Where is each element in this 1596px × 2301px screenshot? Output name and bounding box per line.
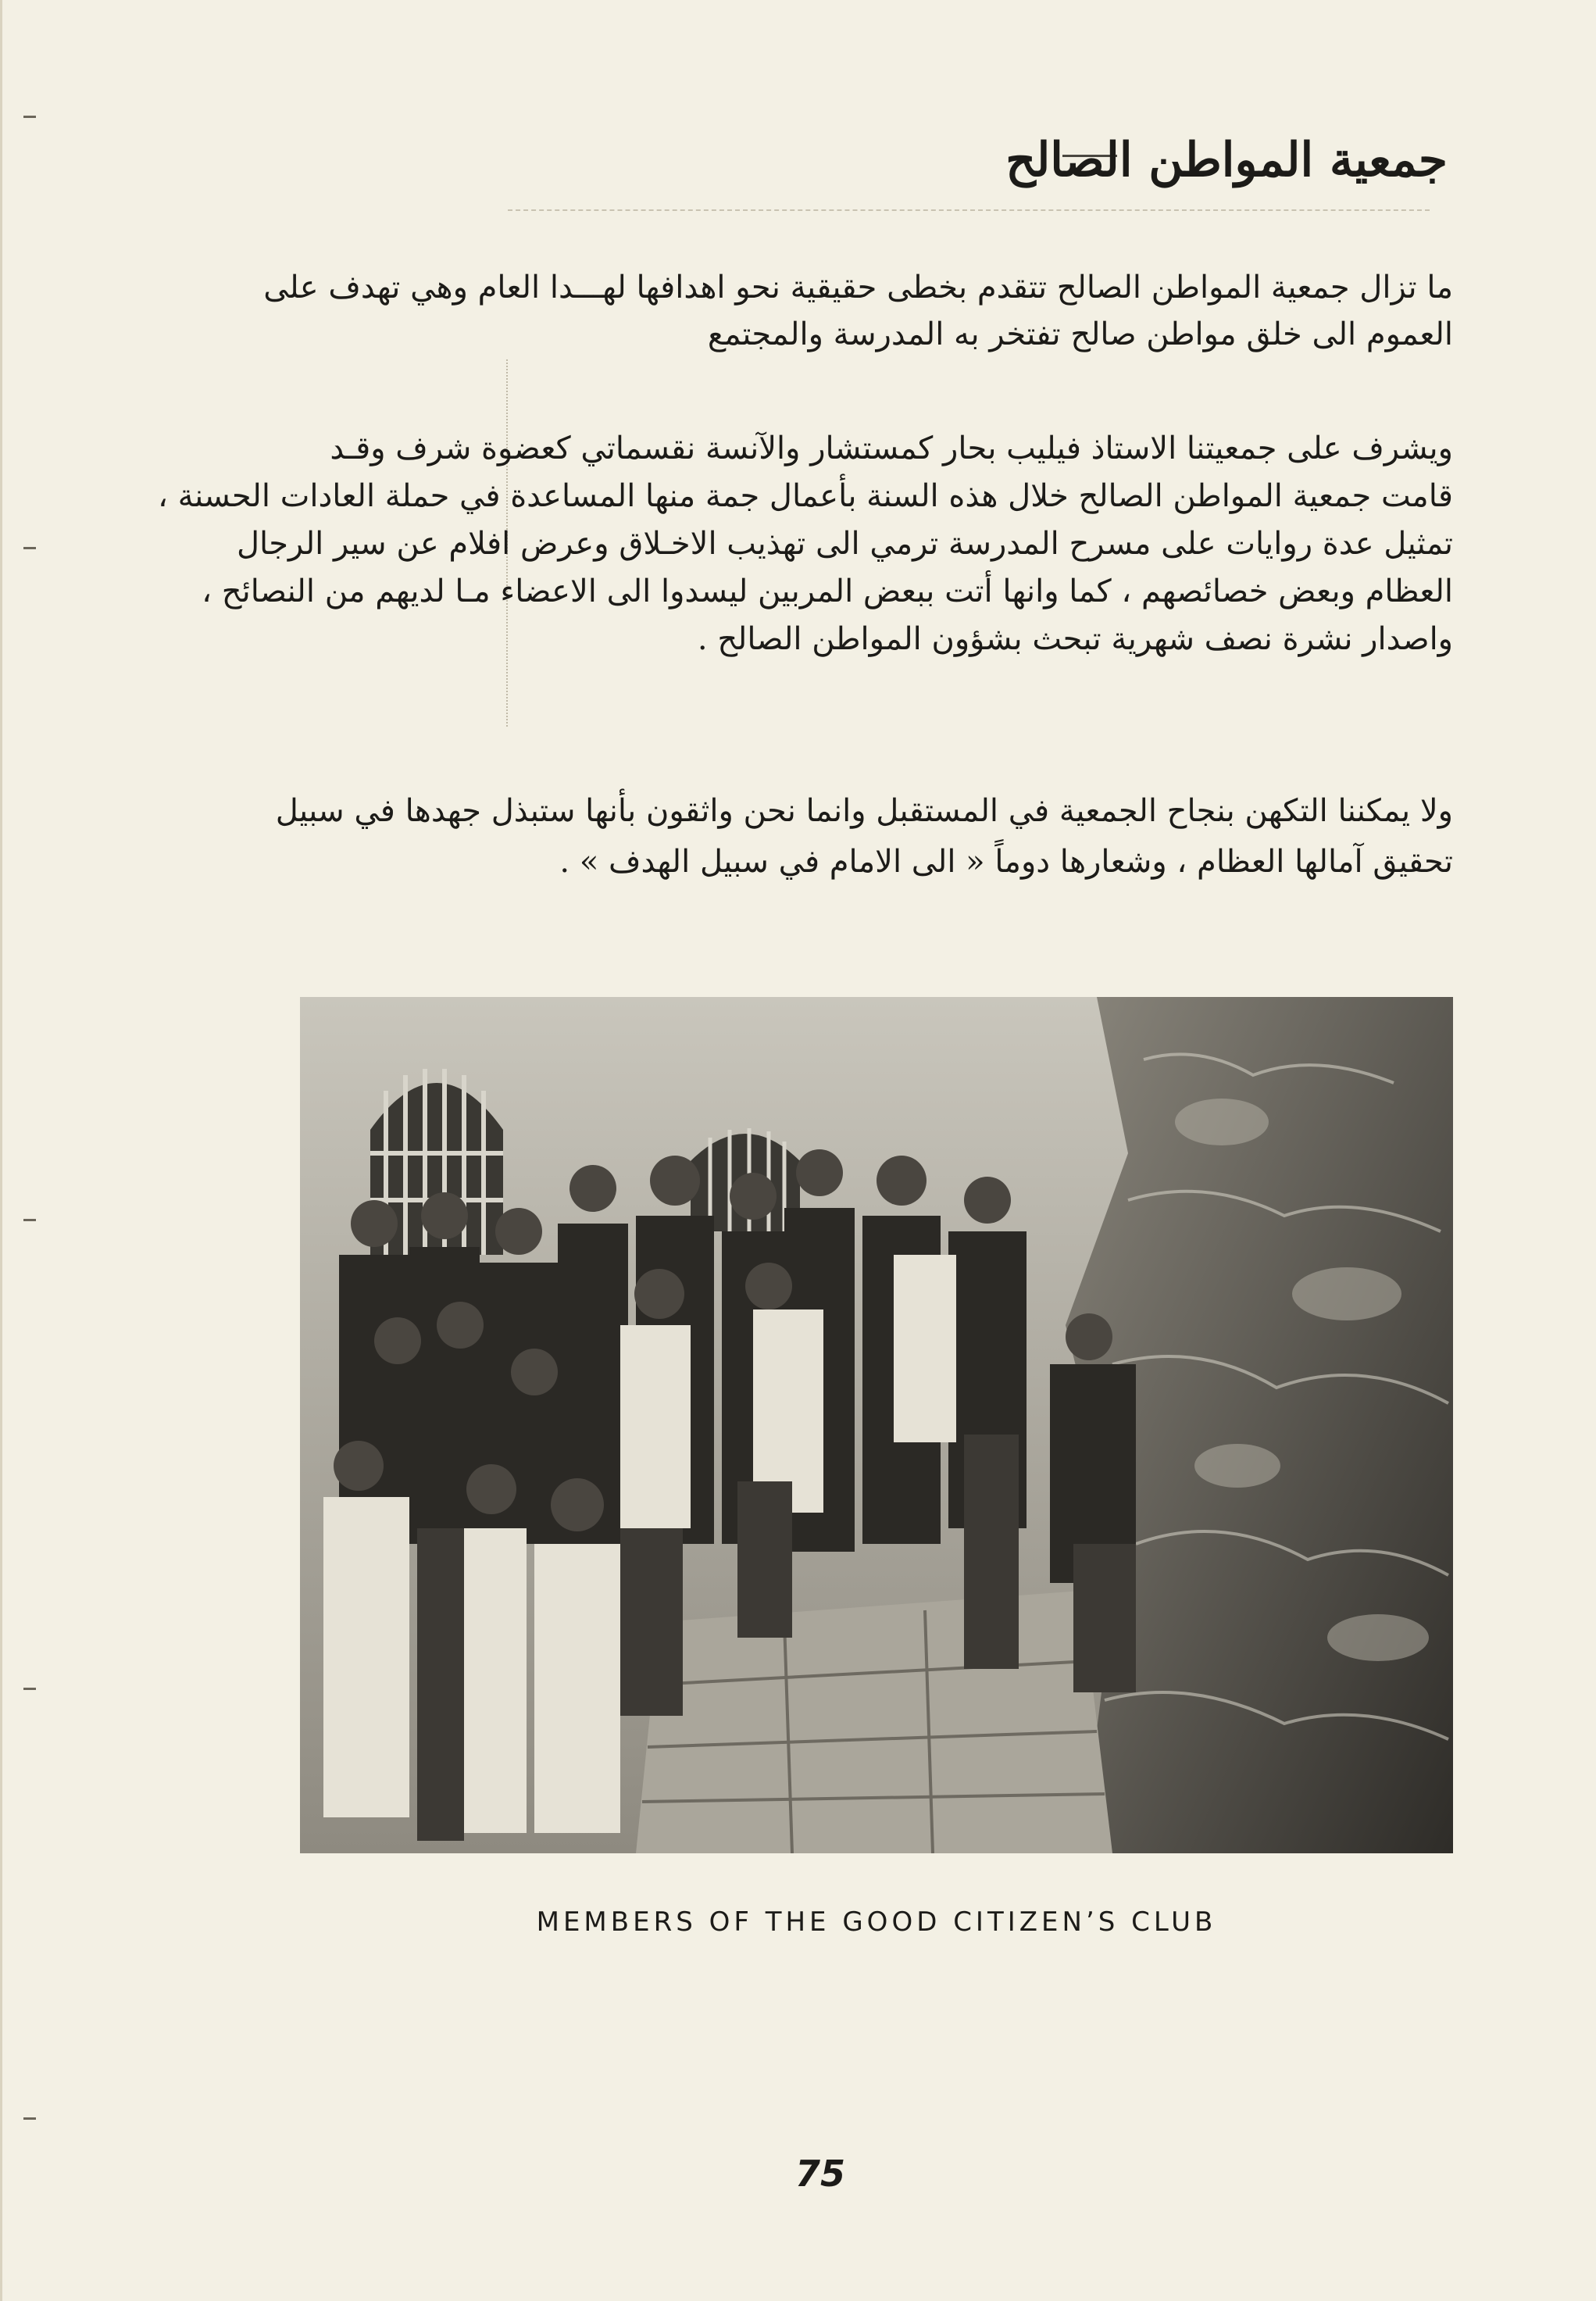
photo-illustration — [300, 997, 1453, 1853]
text-line: واصدار نشرة نصف شهرية تبحث بشؤون المواطن الصالح . — [697, 621, 1453, 657]
paragraph-intro — [199, 264, 1453, 358]
edge-mark — [23, 547, 36, 549]
edge-mark — [23, 116, 36, 118]
edge-mark — [23, 1688, 36, 1690]
club-group-photo — [300, 997, 1453, 1853]
paragraph-future — [199, 786, 1453, 888]
edge-mark — [23, 2117, 36, 2120]
edge-mark — [23, 1219, 36, 1221]
text-line: العموم الى خلق مواطن صالح تفتخر به المدرسة والمجتمع — [707, 316, 1453, 352]
text-line: تحقيق آمالها العظام ، وشعارها دوماً « الى الامام في سبيل الهدف » . — [559, 844, 1453, 880]
text-line: العظام وبعض خصائصهم ، كما وانها أتت ببعض المربين ليسدوا الى الاعضاء مـا لديهم من النصائح ، — [202, 573, 1453, 609]
text-line: ويشرف على جمعيتنا الاستاذ فيليب بحار كمستشار والآنسة نقسماتي كعضوة شرف وقـد — [330, 431, 1453, 466]
paragraph-activities — [158, 425, 1453, 663]
text-line: تمثيل عدة روايات على مسرح المدرسة ترمي الى تهذيب الاخـلاق وعرض افلام عن سير الرجال — [236, 526, 1453, 562]
text-line: ما تزال جمعية المواطن الصالح تتقدم بخطى حقيقية نحو اهدافها لهـــدا العام وهي تهدف على — [263, 270, 1453, 305]
dotted-divider — [508, 209, 1430, 211]
text-line: ولا يمكننا التكهن بنجاح الجمعية في المستقبل وانما نحن واثقون بأنها ستبذل جهدها في سبيل — [275, 793, 1453, 829]
stone-steps — [636, 1591, 1112, 1853]
section-heading: جمعية المواطن الصالح — [1005, 133, 1448, 188]
photo-caption: MEMBERS OF THE GOOD CITIZEN’S CLUB — [536, 1906, 1217, 1938]
text-line: قامت جمعية المواطن الصالح خلال هذه السنة بأعمال جمة منها المساعدة في حملة العادات الحسنة ، — [158, 478, 1453, 514]
page-number: 75 — [794, 2153, 845, 2195]
